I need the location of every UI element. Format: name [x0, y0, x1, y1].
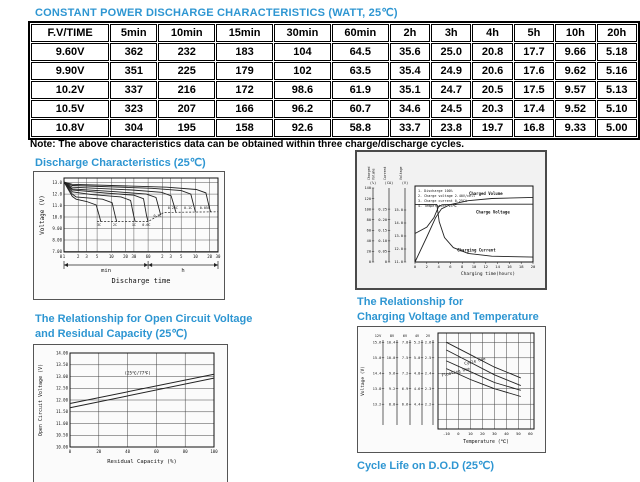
- chart-text: 0: [413, 264, 417, 269]
- table-cell: 63.5: [332, 62, 389, 80]
- chart-text: 16: [507, 264, 512, 269]
- chart-text: 2V: [425, 334, 431, 338]
- arrowhead-icon: [144, 263, 148, 267]
- chart-text: 7.5: [401, 355, 409, 360]
- table-header-cell: 20h: [597, 24, 638, 42]
- table-cell: 351: [110, 62, 157, 80]
- table-cell: 35.1: [390, 81, 430, 99]
- chart-text: 2. Charge voltage 2.40V/cell: [418, 194, 476, 198]
- chart-text: 10: [193, 254, 198, 259]
- chart-text: 12V: [374, 334, 382, 338]
- chart-text: 0.05C: [199, 205, 210, 210]
- table-header-cell: 15min: [216, 24, 273, 42]
- table-cell: 362: [110, 43, 157, 61]
- table-cell: 9.52: [555, 100, 595, 118]
- table-cell: 17.4: [514, 100, 554, 118]
- chart-text: 40: [366, 239, 371, 244]
- table-cell: 207: [158, 100, 215, 118]
- table-header-cell: 5h: [514, 24, 554, 42]
- section-title-ocv-line1: The Relationship for Open Circuit Voltage: [35, 313, 253, 325]
- chart-text: 12.0: [394, 247, 403, 252]
- chart-text: 80: [366, 217, 371, 222]
- chart-text: 11.0: [52, 203, 62, 209]
- chart-text: 10: [471, 264, 477, 269]
- chart-text: Charging Current: [457, 247, 496, 253]
- chart-text: 6V: [402, 334, 408, 338]
- table-cell: 33.7: [390, 119, 430, 137]
- chart-text: 13.0: [52, 180, 62, 186]
- chart-text: 1. Discharge 100%: [418, 189, 453, 193]
- ocv-line: [70, 374, 214, 403]
- chart-text: 6.9: [401, 386, 409, 391]
- chart-text: 4V: [414, 334, 420, 338]
- chart-text: 13.2: [372, 402, 382, 407]
- discharge-chart: [33, 171, 225, 300]
- arrowhead-icon: [148, 263, 152, 267]
- section-title-cvt-line1: The Relationship for: [357, 296, 464, 308]
- chart-text: 20: [123, 254, 128, 259]
- chart-text: 20: [480, 431, 485, 436]
- chart-text: 13.0: [394, 234, 403, 239]
- chart-text: 10: [108, 254, 114, 259]
- arrowhead-icon: [64, 263, 68, 267]
- chart-text: 10.4: [386, 340, 396, 345]
- table-cell: 195: [158, 119, 215, 137]
- chart-text: 8.8: [388, 402, 396, 407]
- chart-text: 2: [425, 264, 428, 269]
- table-cell: 20.6: [472, 62, 512, 80]
- table-cell: 20.5: [472, 81, 512, 99]
- chart-text: 30: [131, 254, 137, 259]
- chart-text: Charged: [367, 166, 371, 180]
- chart-text: Charge Voltage: [476, 209, 510, 215]
- chart-text: 10: [468, 431, 473, 436]
- note-text: Note: The above characteristics data can be obtained within three charge/discharge cycles.: [30, 139, 465, 150]
- table-cell: 9.90V: [31, 62, 109, 80]
- chart-text: 3C: [96, 223, 102, 228]
- chart-text: 12.50: [55, 385, 68, 391]
- chart-text: 7.8: [401, 340, 409, 345]
- table-cell: 17.5: [514, 81, 554, 99]
- chart-text: 14.4: [372, 371, 382, 376]
- table-cell: 225: [158, 62, 215, 80]
- chart-text: 20: [530, 264, 536, 269]
- chart-text: 3. Charge current 0.25CA: [418, 199, 467, 203]
- chart-text: 0.25C: [167, 205, 178, 210]
- chart-text: 15.6: [372, 340, 382, 345]
- chart-text: 14.00: [55, 350, 68, 356]
- section-title-cvt: [357, 295, 539, 325]
- charge-chart: [355, 150, 547, 290]
- table-header-cell: 10min: [158, 24, 215, 42]
- table-cell: 5.10: [597, 100, 638, 118]
- chart-text: 4.6: [413, 386, 421, 391]
- chart-text: 11.0: [394, 260, 403, 265]
- table-cell: 172: [216, 81, 273, 99]
- table-cell: 19.7: [472, 119, 512, 137]
- chart-text: Voltage (V): [361, 366, 366, 396]
- table-cell: 9.66: [555, 43, 595, 61]
- chart-text: 5.2: [413, 340, 421, 345]
- chart-text: 2: [77, 254, 80, 259]
- table-header-cell: 3h: [431, 24, 471, 42]
- table-cell: 179: [216, 62, 273, 80]
- chart-text: 0.10: [378, 239, 387, 244]
- chart-text: 13.8: [372, 386, 382, 391]
- chart-text: 13.50: [55, 362, 68, 368]
- table-row: [31, 43, 637, 61]
- chart-text: Temperature (℃): [463, 440, 509, 445]
- table-header-cell: 10h: [555, 24, 595, 42]
- chart-text: 140: [364, 186, 371, 191]
- chart-text: (25℃/77℉): [124, 370, 151, 376]
- chart-text: 1: [62, 254, 66, 259]
- chart-text: 60: [366, 228, 371, 233]
- table-cell: 183: [216, 43, 273, 61]
- chart-text: Discharge time: [111, 277, 171, 285]
- table-cell: 10.2V: [31, 81, 109, 99]
- cvt-chart-svg: [358, 327, 541, 448]
- chart-text: 10.0: [386, 355, 396, 360]
- chart-text: -10: [442, 431, 450, 436]
- chart-text: 4.4: [413, 402, 421, 407]
- section-title-discharge: Discharge Characteristics (25℃): [35, 157, 206, 169]
- chart-text: 3: [85, 254, 88, 259]
- chart-text: 0.6C: [142, 223, 151, 228]
- chart-text: 14.0: [394, 221, 403, 226]
- chart-text: 18: [518, 264, 524, 269]
- chart-text: 12.0: [52, 191, 62, 197]
- table-cell: 10.5V: [31, 100, 109, 118]
- table-cell: 158: [216, 119, 273, 137]
- table-cell: 20.3: [472, 100, 512, 118]
- chart-text: 100: [364, 207, 371, 212]
- chart-text: 100: [210, 449, 218, 454]
- chart-text: 2C: [113, 223, 118, 228]
- chart-text: 14: [495, 264, 500, 269]
- page-title: CONSTANT POWER DISCHARGE CHARACTERISTICS (WATT, 25℃): [35, 7, 398, 19]
- table-cell: 64.5: [332, 43, 389, 61]
- chart-text: 10.50: [55, 432, 68, 438]
- table-header-cell: F.V/TIME: [31, 24, 109, 42]
- table-cell: 20.8: [472, 43, 512, 61]
- chart-text: 30: [215, 254, 221, 259]
- chart-text: (%): [369, 181, 377, 185]
- table-cell: 5.00: [597, 119, 638, 137]
- chart-text: Charging time(hours): [460, 272, 516, 277]
- chart-text: 60: [153, 449, 159, 454]
- chart-text: 15.0: [372, 355, 382, 360]
- table-cell: 23.8: [431, 119, 471, 137]
- table-cell: 24.7: [431, 81, 471, 99]
- chart-text: 0.5C: [153, 214, 162, 219]
- chart-text: Voltage: [399, 166, 403, 180]
- chart-text: 0.05: [378, 249, 387, 254]
- table-cell: 10.8V: [31, 119, 109, 137]
- chart-text: 8.00: [52, 237, 62, 243]
- table-cell: 5.16: [597, 62, 638, 80]
- chart-text: 0: [68, 449, 72, 454]
- chart-text: 0.15: [378, 228, 387, 233]
- table-cell: 34.6: [390, 100, 430, 118]
- chart-text: 15.0: [394, 208, 403, 213]
- chart-text: Volume: [371, 168, 376, 180]
- table-header-cell: 60min: [332, 24, 389, 42]
- chart-text: 4.8: [413, 371, 421, 376]
- chart-text: 4. Temperature 25℃: [418, 204, 457, 208]
- chart-text: 2.6: [424, 340, 432, 345]
- chart-text: 8: [461, 264, 464, 269]
- chart-text: Current: [383, 166, 387, 180]
- chart-text: Open Circuit Voltage (V): [38, 363, 44, 437]
- charge-chart-svg: [357, 152, 541, 284]
- plot-border: [438, 333, 534, 429]
- chart-text: 3: [169, 254, 172, 259]
- table-cell: 232: [158, 43, 215, 61]
- chart-text: Voltage (V): [39, 195, 46, 235]
- cvt-curve: [446, 361, 520, 390]
- table-cell: 102: [274, 62, 331, 80]
- table-cell: 9.62: [555, 62, 595, 80]
- chart-text: 7.2: [401, 371, 409, 376]
- table-cell: 323: [110, 100, 157, 118]
- table-cell: 9.33: [555, 119, 595, 137]
- chart-text: 2.5: [424, 355, 432, 360]
- table-cell: 61.9: [332, 81, 389, 99]
- table-cell: 337: [110, 81, 157, 99]
- ocv-line: [70, 378, 214, 408]
- chart-text: 80: [182, 449, 188, 454]
- table-cell: 5.18: [597, 43, 638, 61]
- table-cell: 96.2: [274, 100, 331, 118]
- arrowhead-icon: [214, 263, 218, 267]
- chart-text: 9.00: [52, 225, 62, 231]
- chart-text: 2.2: [424, 402, 432, 407]
- table-cell: 16.8: [514, 119, 554, 137]
- chart-text: 0.20: [378, 217, 387, 222]
- table-cell: 25.0: [431, 43, 471, 61]
- table-header-row: [31, 24, 637, 42]
- chart-text: 20: [366, 249, 371, 254]
- section-title-cvt-line2: Charging Voltage and Temperature: [357, 311, 539, 323]
- chart-text: Cycle Use: [463, 355, 486, 367]
- table-cell: 9.60V: [31, 43, 109, 61]
- table-cell: 17.7: [514, 43, 554, 61]
- chart-text: 2: [161, 254, 164, 259]
- chart-text: 5: [179, 254, 183, 259]
- ocv-chart: [33, 344, 228, 482]
- chart-text: 2.3: [424, 386, 432, 391]
- chart-text: 9.6: [388, 371, 396, 376]
- chart-text: 10.00: [55, 444, 68, 450]
- cvt-chart: [357, 326, 546, 453]
- table-cell: 216: [158, 81, 215, 99]
- chart-text: 12: [483, 264, 489, 269]
- discharge-power-table: [28, 21, 640, 140]
- chart-text: min: [101, 268, 112, 274]
- chart-text: 8V: [389, 334, 395, 338]
- chart-text: 0.25: [378, 207, 387, 212]
- chart-text: 120: [364, 196, 371, 201]
- section-title-ocv-line2: and Residual Capacity (25℃): [35, 328, 188, 340]
- ocv-chart-svg: [34, 345, 224, 480]
- chart-text: 5.0: [413, 355, 421, 360]
- table-cell: 98.6: [274, 81, 331, 99]
- table-cell: 17.6: [514, 62, 554, 80]
- chart-text: Floating Use: [441, 365, 471, 378]
- chart-text: 6.6: [401, 402, 409, 407]
- chart-text: Residual Capacity (%): [107, 459, 177, 465]
- chart-text: 12.00: [55, 397, 68, 403]
- chart-text: 4: [437, 264, 440, 269]
- chart-text: 50: [516, 431, 521, 436]
- table-cell: 35.4: [390, 62, 430, 80]
- table-header-cell: 30min: [274, 24, 331, 42]
- table-row: [31, 81, 637, 99]
- section-title-ocv: [35, 312, 252, 342]
- chart-text: 0: [368, 260, 371, 265]
- chart-text: 0: [457, 431, 460, 436]
- chart-text: 30: [492, 431, 497, 436]
- discharge-chart-svg: [34, 172, 221, 296]
- table-cell: 9.57: [555, 81, 595, 99]
- table-cell: 58.8: [332, 119, 389, 137]
- chart-text: 7.00: [52, 248, 62, 254]
- table-row: [31, 62, 637, 80]
- table-header-cell: 5min: [110, 24, 157, 42]
- table-cell: 104: [274, 43, 331, 61]
- chart-text: 60: [145, 254, 151, 259]
- chart-text: 60: [528, 431, 533, 436]
- chart-text: 1C: [131, 223, 136, 228]
- chart-text: 0: [59, 254, 63, 259]
- chart-text: 40: [504, 431, 509, 436]
- table-cell: 60.7: [332, 100, 389, 118]
- table-header-cell: 4h: [472, 24, 512, 42]
- chart-text: 10.0: [52, 214, 62, 220]
- table-cell: 35.6: [390, 43, 430, 61]
- chart-text: 9.2: [388, 386, 396, 391]
- chart-text: 0.1C: [184, 205, 193, 210]
- chart-text: 0: [384, 260, 387, 265]
- table-cell: 24.9: [431, 62, 471, 80]
- table-row: [31, 100, 637, 118]
- chart-text: 40: [125, 449, 131, 454]
- chart-text: (CA): [384, 181, 394, 185]
- chart-text: 6: [449, 264, 452, 269]
- table-cell: 304: [110, 119, 157, 137]
- table-cell: 92.6: [274, 119, 331, 137]
- table-header-cell: 2h: [390, 24, 430, 42]
- chart-text: 20: [207, 254, 213, 259]
- chart-text: 13.00: [55, 373, 68, 379]
- chart-text: 5: [95, 254, 99, 259]
- chart-text: h: [181, 268, 185, 274]
- chart-text: 20: [96, 449, 102, 454]
- chart-text: (V): [401, 181, 409, 185]
- table-cell: 166: [216, 100, 273, 118]
- chart-text: 2.4: [424, 371, 432, 376]
- table-row: [31, 119, 637, 137]
- chart-text: 11.00: [55, 420, 68, 426]
- chart-text: Charged Volume: [468, 191, 503, 197]
- chart-text: 11.50: [55, 409, 68, 415]
- table-cell: 24.5: [431, 100, 471, 118]
- table-cell: 5.13: [597, 81, 638, 99]
- section-title-cycle-life: Cycle Life on D.O.D (25℃): [357, 460, 495, 472]
